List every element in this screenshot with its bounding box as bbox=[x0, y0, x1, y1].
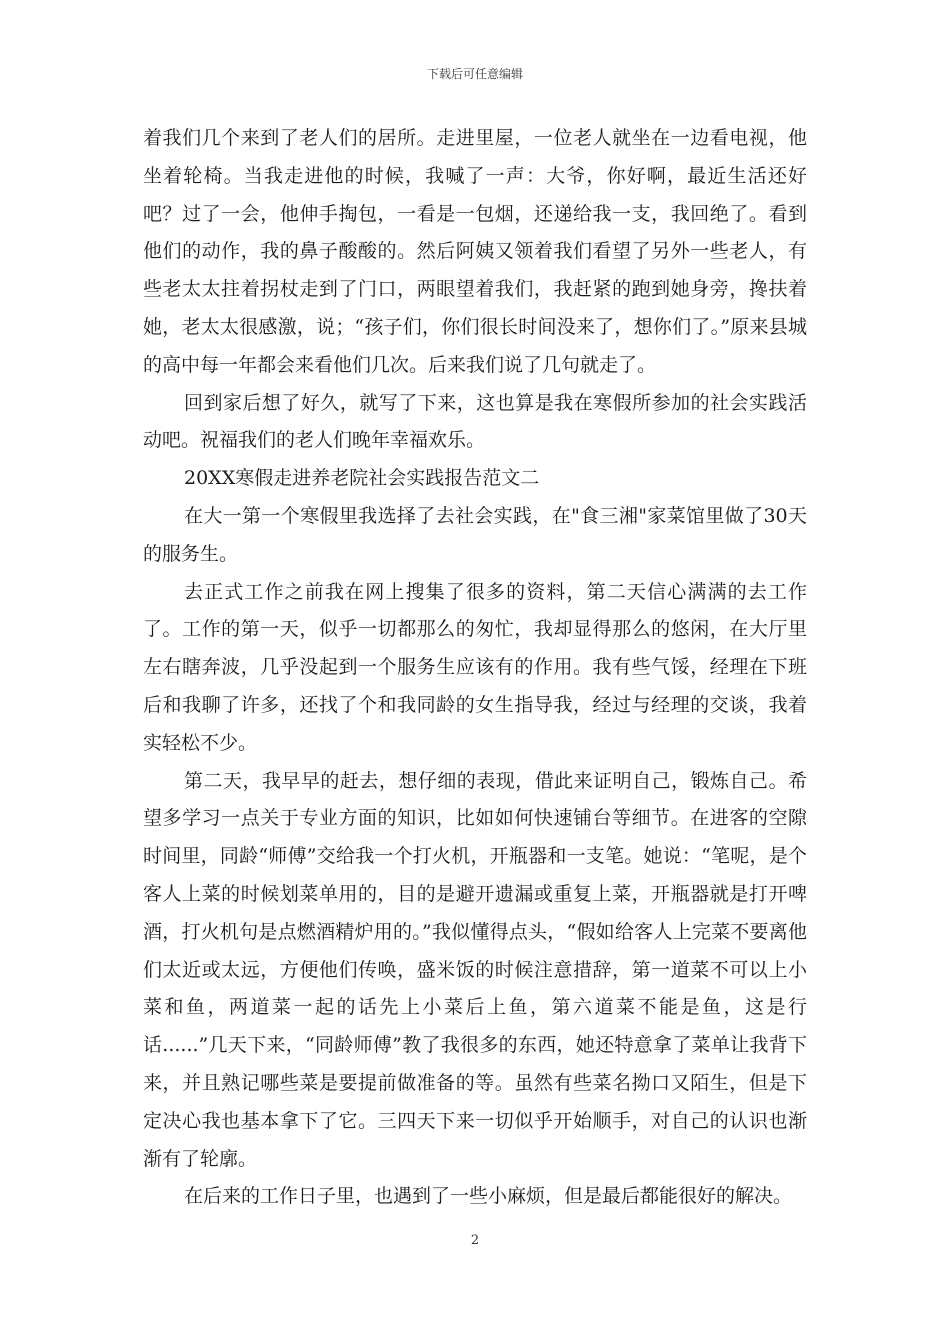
paragraph-1: 着我们几个来到了老人们的居所。走进里屋，一位老人就坐在一边看电视，他坐着轮椅。当我走进他的时候，我喊了一声：大爷，你好啊，最近生活还好吧？过了一会，他伸手掏包，一看是一包烟，还递给我一支，我回绝了。看到他们的动作，我的鼻子酸酸的。然后阿姨又领着我们看望了另外一些老人，有些老太太拄着拐杖走到了门口，两眼望着我们，我赶紧的跑到她身旁，搀扶着她，老太太很感激，说；“孩子们，你们很长时间没来了，想你们了。”原来县城的高中每一年都会来看他们几次。后来我们说了几句就走了。 bbox=[143, 127, 807, 376]
paragraph-2: 回到家后想了好久，就写了下来，这也算是我在寒假所参加的社会实践活动吧。祝福我们的老人们晚年幸福欢乐。 bbox=[143, 391, 807, 452]
document-body bbox=[143, 120, 807, 1216]
paragraph-4: 去正式工作之前我在网上搜集了很多的资料，第二天信心满满的去工作了。工作的第一天，似乎一切都那么的匆忙，我却显得那么的悠闲，在大厅里左右瞎奔波，几乎没起到一个服务生应该有的作用。我有些气馁，经理在下班后和我聊了许多，还找了个和我同龄的女生指导我，经过与经理的交谈，我着实轻松不少。 bbox=[143, 580, 807, 754]
page-number: 2 bbox=[470, 1233, 480, 1248]
section-heading: 20XX寒假走进养老院社会实践报告范文二 bbox=[184, 467, 540, 490]
page-header: 下载后可任意编辑 bbox=[426, 67, 523, 81]
paragraph-6: 在后来的工作日子里，也遇到了一些小麻烦，但是最后都能很好的解决。 bbox=[184, 1185, 793, 1208]
paragraph-5: 第二天，我早早的赶去，想仔细的表现，借此来证明自己，锻炼自己。希望多学习一点关于专业方面的知识，比如如何快速铺台等细节。在进客的空隙时间里，同龄“师傅”交给我一个打火机，开瓶器和一支笔。她说：“笔呢，是个客人上菜的时候划菜单用的，目的是避开遗漏或重复上菜，开瓶器就是打开啤酒，打火机句是点燃酒精炉用的。”我似懂得点头，“假如给客人上完菜不要离他们太近或太远，方便他们传唤，盛米饭的时候注意措辞，第一道菜不可以上小菜和鱼，两道菜一起的话先上小菜后上鱼，第六道菜不能是鱼，这是行话......”几天下来，“同龄师傅”教了我很多的东西，她还特意拿了菜单让我背下来，并且熟记哪些菜是要提前做准备的等。虽然有些菜名拗口又陌生，但是下定决心我也基本拿下了它。三四天下来一切似乎开始顺手，对自己的认识也渐渐有了轮廓。 bbox=[143, 769, 807, 1170]
paragraph-3: 在大一第一个寒假里我选择了去社会实践，在"食三湘"家菜馆里做了30天的服务生。 bbox=[143, 504, 807, 565]
